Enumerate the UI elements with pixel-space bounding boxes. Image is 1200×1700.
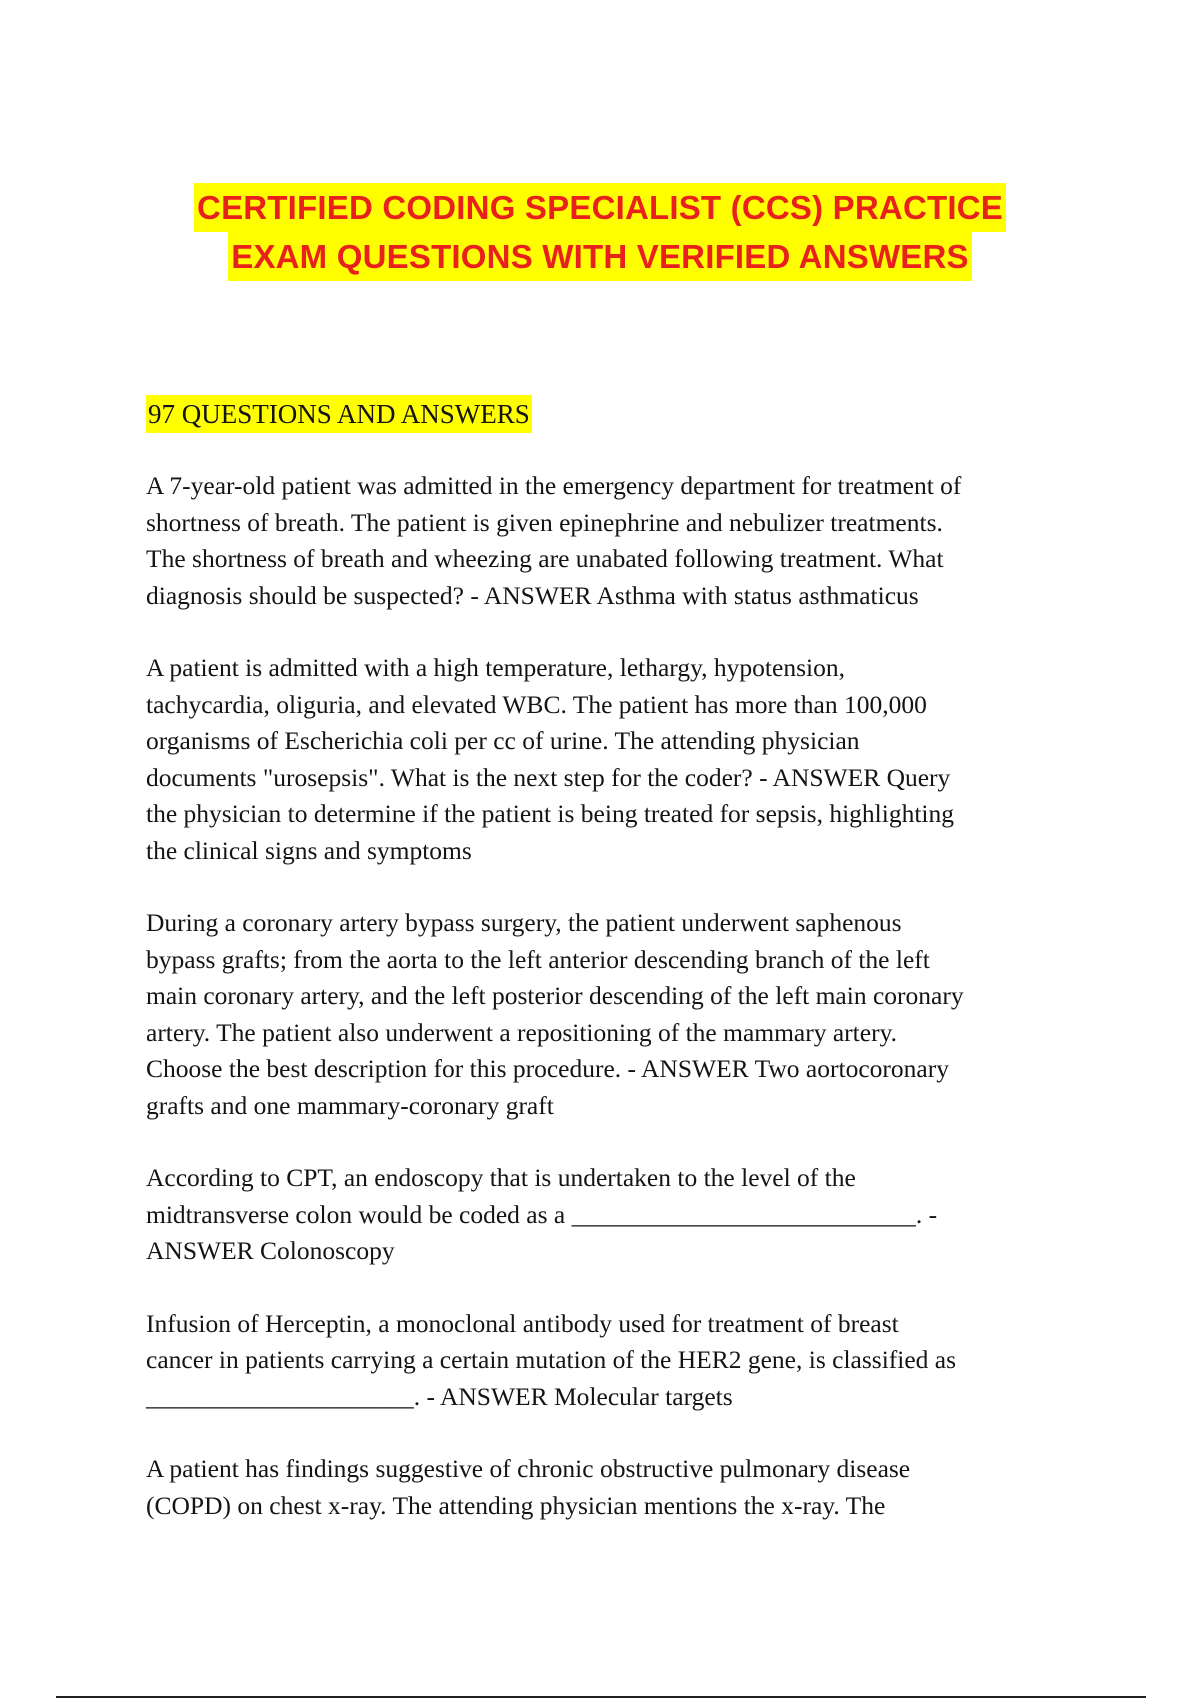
qa-line: _____________________. - ANSWER Molecular targets <box>146 1381 733 1411</box>
qa-line: Choose the best description for this procedure. - ANSWER Two aortocoronary <box>146 1054 949 1083</box>
questions-count-heading: 97 QUESTIONS AND ANSWERS <box>146 395 532 433</box>
qa-line: bypass grafts; from the aorta to the left anterior descending branch of the left <box>146 944 930 974</box>
qa-list <box>146 468 1076 1560</box>
qa-line: main coronary artery, and the left posterior descending of the left main coronary <box>146 981 964 1010</box>
qa-line: (COPD) on chest x-ray. The attending physician mentions the x-ray. The <box>146 1490 886 1520</box>
title-line-2: EXAM QUESTIONS WITH VERIFIED ANSWERS <box>228 232 972 281</box>
qa-line: grafts and one mammary-coronary graft <box>146 1090 554 1120</box>
qa-line: tachycardia, oliguria, and elevated WBC. The patient has more than 100,000 <box>146 689 927 719</box>
qa-line: documents "urosepsis". What is the next step for the coder? - ANSWER Query <box>146 762 951 792</box>
qa-item-4 <box>146 1160 1076 1270</box>
qa-line: Infusion of Herceptin, a monoclonal antibody used for treatment of breast <box>146 1308 899 1338</box>
qa-line: artery. The patient also underwent a repositioning of the mammary artery. <box>146 1017 898 1047</box>
qa-item-2 <box>146 650 1076 869</box>
qa-line: A patient has findings suggestive of chronic obstructive pulmonary disease <box>146 1454 911 1483</box>
qa-line: According to CPT, an endoscopy that is undertaken to the level of the <box>146 1163 856 1192</box>
qa-line: the physician to determine if the patient is being treated for sepsis, highlighting <box>146 799 955 828</box>
qa-item-1 <box>146 468 1076 614</box>
document-title <box>0 183 1200 281</box>
title-line-1: CERTIFIED CODING SPECIALIST (CCS) PRACTICE <box>194 183 1006 232</box>
page-bottom-divider <box>56 1696 1146 1698</box>
qa-line: midtransverse colon would be coded as a ___________________________. - <box>146 1199 938 1229</box>
qa-line: diagnosis should be suspected? - ANSWER Asthma with status asthmaticus <box>146 580 919 610</box>
qa-item-5 <box>146 1306 1076 1416</box>
qa-line: shortness of breath. The patient is given epinephrine and nebulizer treatments. <box>146 507 943 537</box>
qa-line: the clinical signs and symptoms <box>146 835 472 865</box>
qa-line: During a coronary artery bypass surgery, the patient underwent saphenous <box>146 908 902 937</box>
qa-item-3 <box>146 905 1076 1124</box>
qa-line: A patient is admitted with a high temperature, lethargy, hypotension, <box>146 653 845 682</box>
qa-line: cancer in patients carrying a certain mutation of the HER2 gene, is classified as <box>146 1345 957 1374</box>
qa-line: ANSWER Colonoscopy <box>146 1236 395 1265</box>
qa-line: organisms of Escherichia coli per cc of urine. The attending physician <box>146 726 860 755</box>
qa-line: The shortness of breath and wheezing are unabated following treatment. What <box>146 544 944 573</box>
qa-line: A 7-year-old patient was admitted in the emergency department for treatment of <box>146 471 962 500</box>
qa-item-6 <box>146 1451 1076 1524</box>
